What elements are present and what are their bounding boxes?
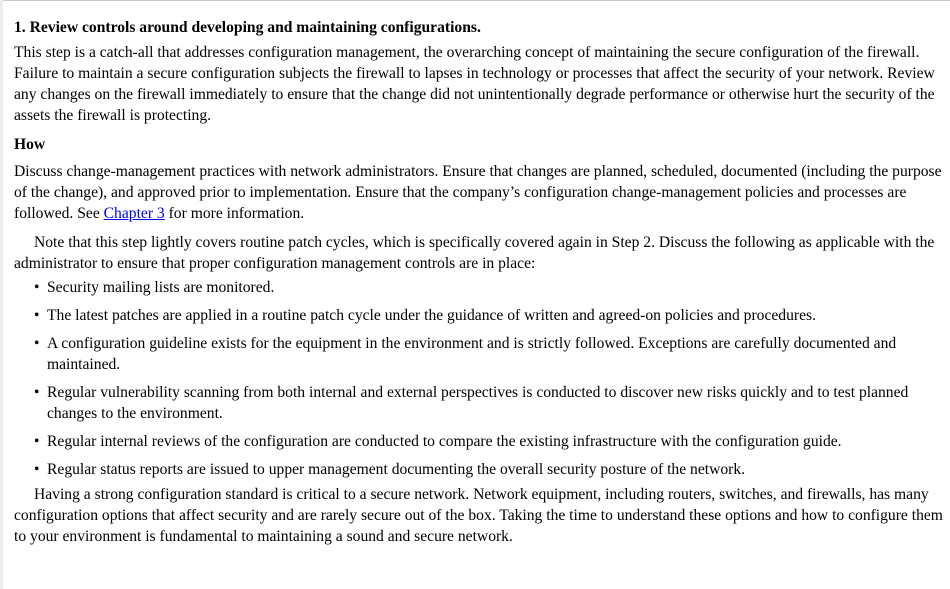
how-paragraph-1-text-b: for more information. bbox=[164, 205, 305, 222]
how-heading: How bbox=[14, 136, 46, 153]
bullet-glyph: • bbox=[34, 384, 40, 401]
list-item bbox=[14, 305, 948, 326]
bullet-glyph: • bbox=[34, 461, 40, 478]
list-item bbox=[14, 431, 948, 452]
how-paragraph-1 bbox=[14, 161, 948, 224]
top-border bbox=[0, 0, 950, 1]
how-paragraph-2: Note that this step lightly covers routine patch cycles, which is specifically covered again in Step 2. Discuss the following as applicable with the administrator to ensure that proper configuration management controls are in place: bbox=[14, 234, 935, 272]
document-body bbox=[14, 17, 948, 547]
list-item-text: Regular vulnerability scanning from both internal and external perspectives is conducted to discover new risks quickly and to test planned changes to the environment. bbox=[47, 384, 909, 422]
list-item bbox=[14, 382, 948, 424]
list-item bbox=[14, 277, 948, 298]
bullet-glyph: • bbox=[34, 335, 40, 352]
closing-paragraph: Having a strong configuration standard is critical to a secure network. Network equipment, including routers, switches, and firewalls, has many configuration options that affect security and are rarely secure out of the box. Taking the time to understand these options and how to configure them to your environment is fundamental to maintaining a sound and secure network. bbox=[14, 486, 943, 545]
chapter-3-link[interactable]: Chapter 3 bbox=[103, 205, 165, 222]
bullet-list bbox=[14, 277, 948, 480]
bullet-glyph: • bbox=[34, 307, 40, 324]
list-item-text: Regular status reports are issued to upper management documenting the overall security posture of the network. bbox=[47, 461, 746, 478]
bullet-glyph: • bbox=[34, 279, 40, 296]
list-item bbox=[14, 333, 948, 375]
list-item-text: Security mailing lists are monitored. bbox=[47, 279, 275, 296]
list-item-text: A configuration guideline exists for the equipment in the environment and is strictly followed. Exceptions are carefully documented and maintained. bbox=[47, 335, 897, 373]
bullet-glyph: • bbox=[34, 433, 40, 450]
left-border bbox=[0, 0, 3, 589]
list-item-text: The latest patches are applied in a routine patch cycle under the guidance of written and agreed-on policies and procedures. bbox=[47, 307, 816, 324]
list-item bbox=[14, 459, 948, 480]
list-item-text: Regular internal reviews of the configuration are conducted to compare the existing infrastructure with the configuration guide. bbox=[47, 433, 842, 450]
how-paragraph-1-text-a: Discuss change-management practices with network administrators. Ensure that changes are planned, scheduled, documented (including the purpose of the change), and approved prior to implementation. Ensure that the company’s configuration change-management policies and processes are followed. See bbox=[14, 163, 942, 222]
section-heading: 1. Review controls around developing and maintaining configurations. bbox=[14, 19, 481, 36]
intro-paragraph: This step is a catch-all that addresses configuration management, the overarching concept of maintaining the secure configuration of the firewall. Failure to maintain a secure configuration subjects the firewall to lapses in technology or processes that affect the security of your network. Review any changes on the firewall immediately to ensure that the change did not unintentionally degrade performance or otherwise hurt the security of the assets the firewall is protecting. bbox=[14, 44, 935, 124]
